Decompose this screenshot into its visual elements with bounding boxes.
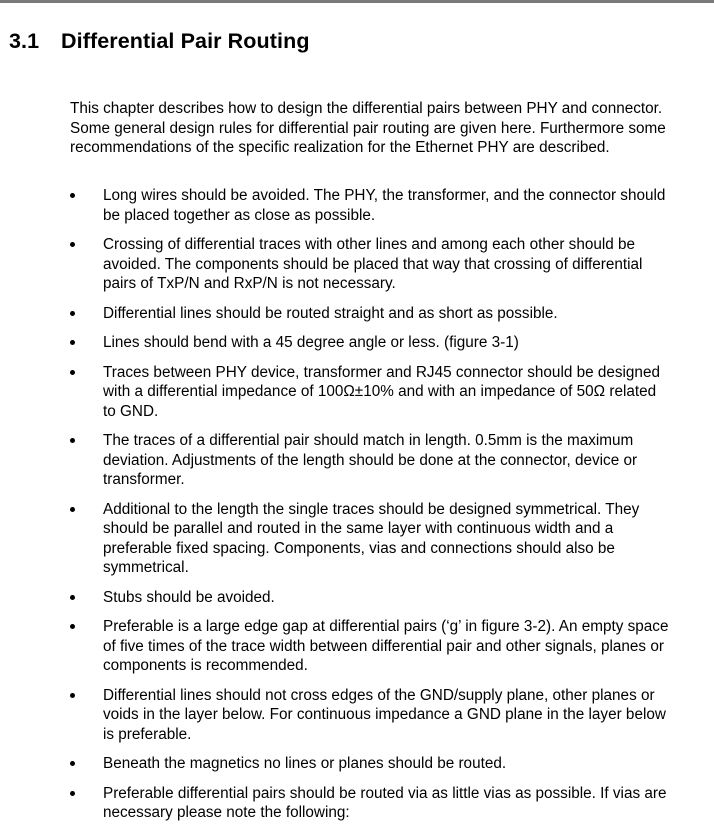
bullet-icon bbox=[70, 693, 75, 698]
list-item-text: Additional to the length the single traces should be designed symmetrical. They should be parallel and routed in the same layer with continuous width and a preferable fixed spacing. Components, vias and connections should also be symmetrical. bbox=[103, 500, 640, 576]
list-item bbox=[70, 186, 670, 225]
intro-paragraph: This chapter describes how to design the differential pairs between PHY and connector. Some general design rules for differential pair routing are given here. Furthermore some recommendations of the specific realization for the Ethernet PHY are described. bbox=[70, 100, 666, 156]
bullet-icon bbox=[70, 370, 75, 375]
list-item-text: Lines should bend with a 45 degree angle or less. (figure 3-1) bbox=[103, 334, 519, 351]
section-title: Differential Pair Routing bbox=[61, 29, 310, 53]
bullet-icon bbox=[70, 311, 75, 316]
list-item bbox=[70, 754, 670, 774]
list-item-text: Preferable is a large edge gap at differential pairs (‘g’ in figure 3-2). An empty space of five times of the trace width between differential pair and other signals, planes or components is recommended. bbox=[103, 618, 669, 674]
bullet-icon bbox=[70, 242, 75, 247]
list-item-text: Beneath the magnetics no lines or planes should be routed. bbox=[103, 755, 507, 772]
bullet-icon bbox=[70, 761, 75, 766]
list-item bbox=[70, 363, 670, 422]
list-item-text: Crossing of differential traces with other lines and among each other should be avoided. The components should be placed that way that crossing of differential pairs of TxP/N and RxP/N is not necessary. bbox=[103, 236, 643, 292]
list-item bbox=[70, 235, 670, 294]
list-item bbox=[70, 333, 670, 353]
list-item-text: Traces between PHY device, transformer and RJ45 connector should be designed with a differential impedance of 100Ω±10% and with an impedance of 50Ω related to GND. bbox=[103, 363, 660, 420]
list-item bbox=[70, 500, 670, 578]
list-item bbox=[70, 431, 670, 490]
list-item bbox=[70, 588, 670, 608]
list-item-text: Preferable differential pairs should be routed via as little vias as possible. If vias are necessary please note the following: bbox=[103, 784, 667, 821]
bullet-icon bbox=[70, 340, 75, 345]
top-rule bbox=[0, 0, 714, 3]
list-item-text: Long wires should be avoided. The PHY, the transformer, and the connector should be placed together as close as possible. bbox=[103, 187, 666, 224]
section-number: 3.1 bbox=[9, 29, 40, 53]
guideline-list bbox=[70, 186, 670, 833]
bullet-icon bbox=[70, 507, 75, 512]
list-item bbox=[70, 304, 670, 324]
list-item-text: The traces of a differential pair should match in length. 0.5mm is the maximum deviation. Adjustments of the length should be done at the connector, device or transformer. bbox=[103, 432, 638, 488]
list-item-text: Differential lines should not cross edges of the GND/supply plane, other planes or voids in the layer below. For continuous impedance a GND plane in the layer below is preferable. bbox=[103, 686, 666, 743]
bullet-icon bbox=[70, 595, 75, 600]
list-item bbox=[70, 686, 670, 745]
bullet-icon bbox=[70, 624, 75, 629]
list-item-text: Differential lines should be routed straight and as short as possible. bbox=[103, 304, 558, 322]
bullet-icon bbox=[70, 438, 75, 443]
list-item bbox=[70, 784, 670, 823]
bullet-icon bbox=[70, 193, 75, 198]
list-item-text: Stubs should be avoided. bbox=[103, 588, 275, 606]
section-heading bbox=[9, 29, 310, 54]
bullet-icon bbox=[70, 791, 75, 796]
list-item bbox=[70, 617, 670, 676]
